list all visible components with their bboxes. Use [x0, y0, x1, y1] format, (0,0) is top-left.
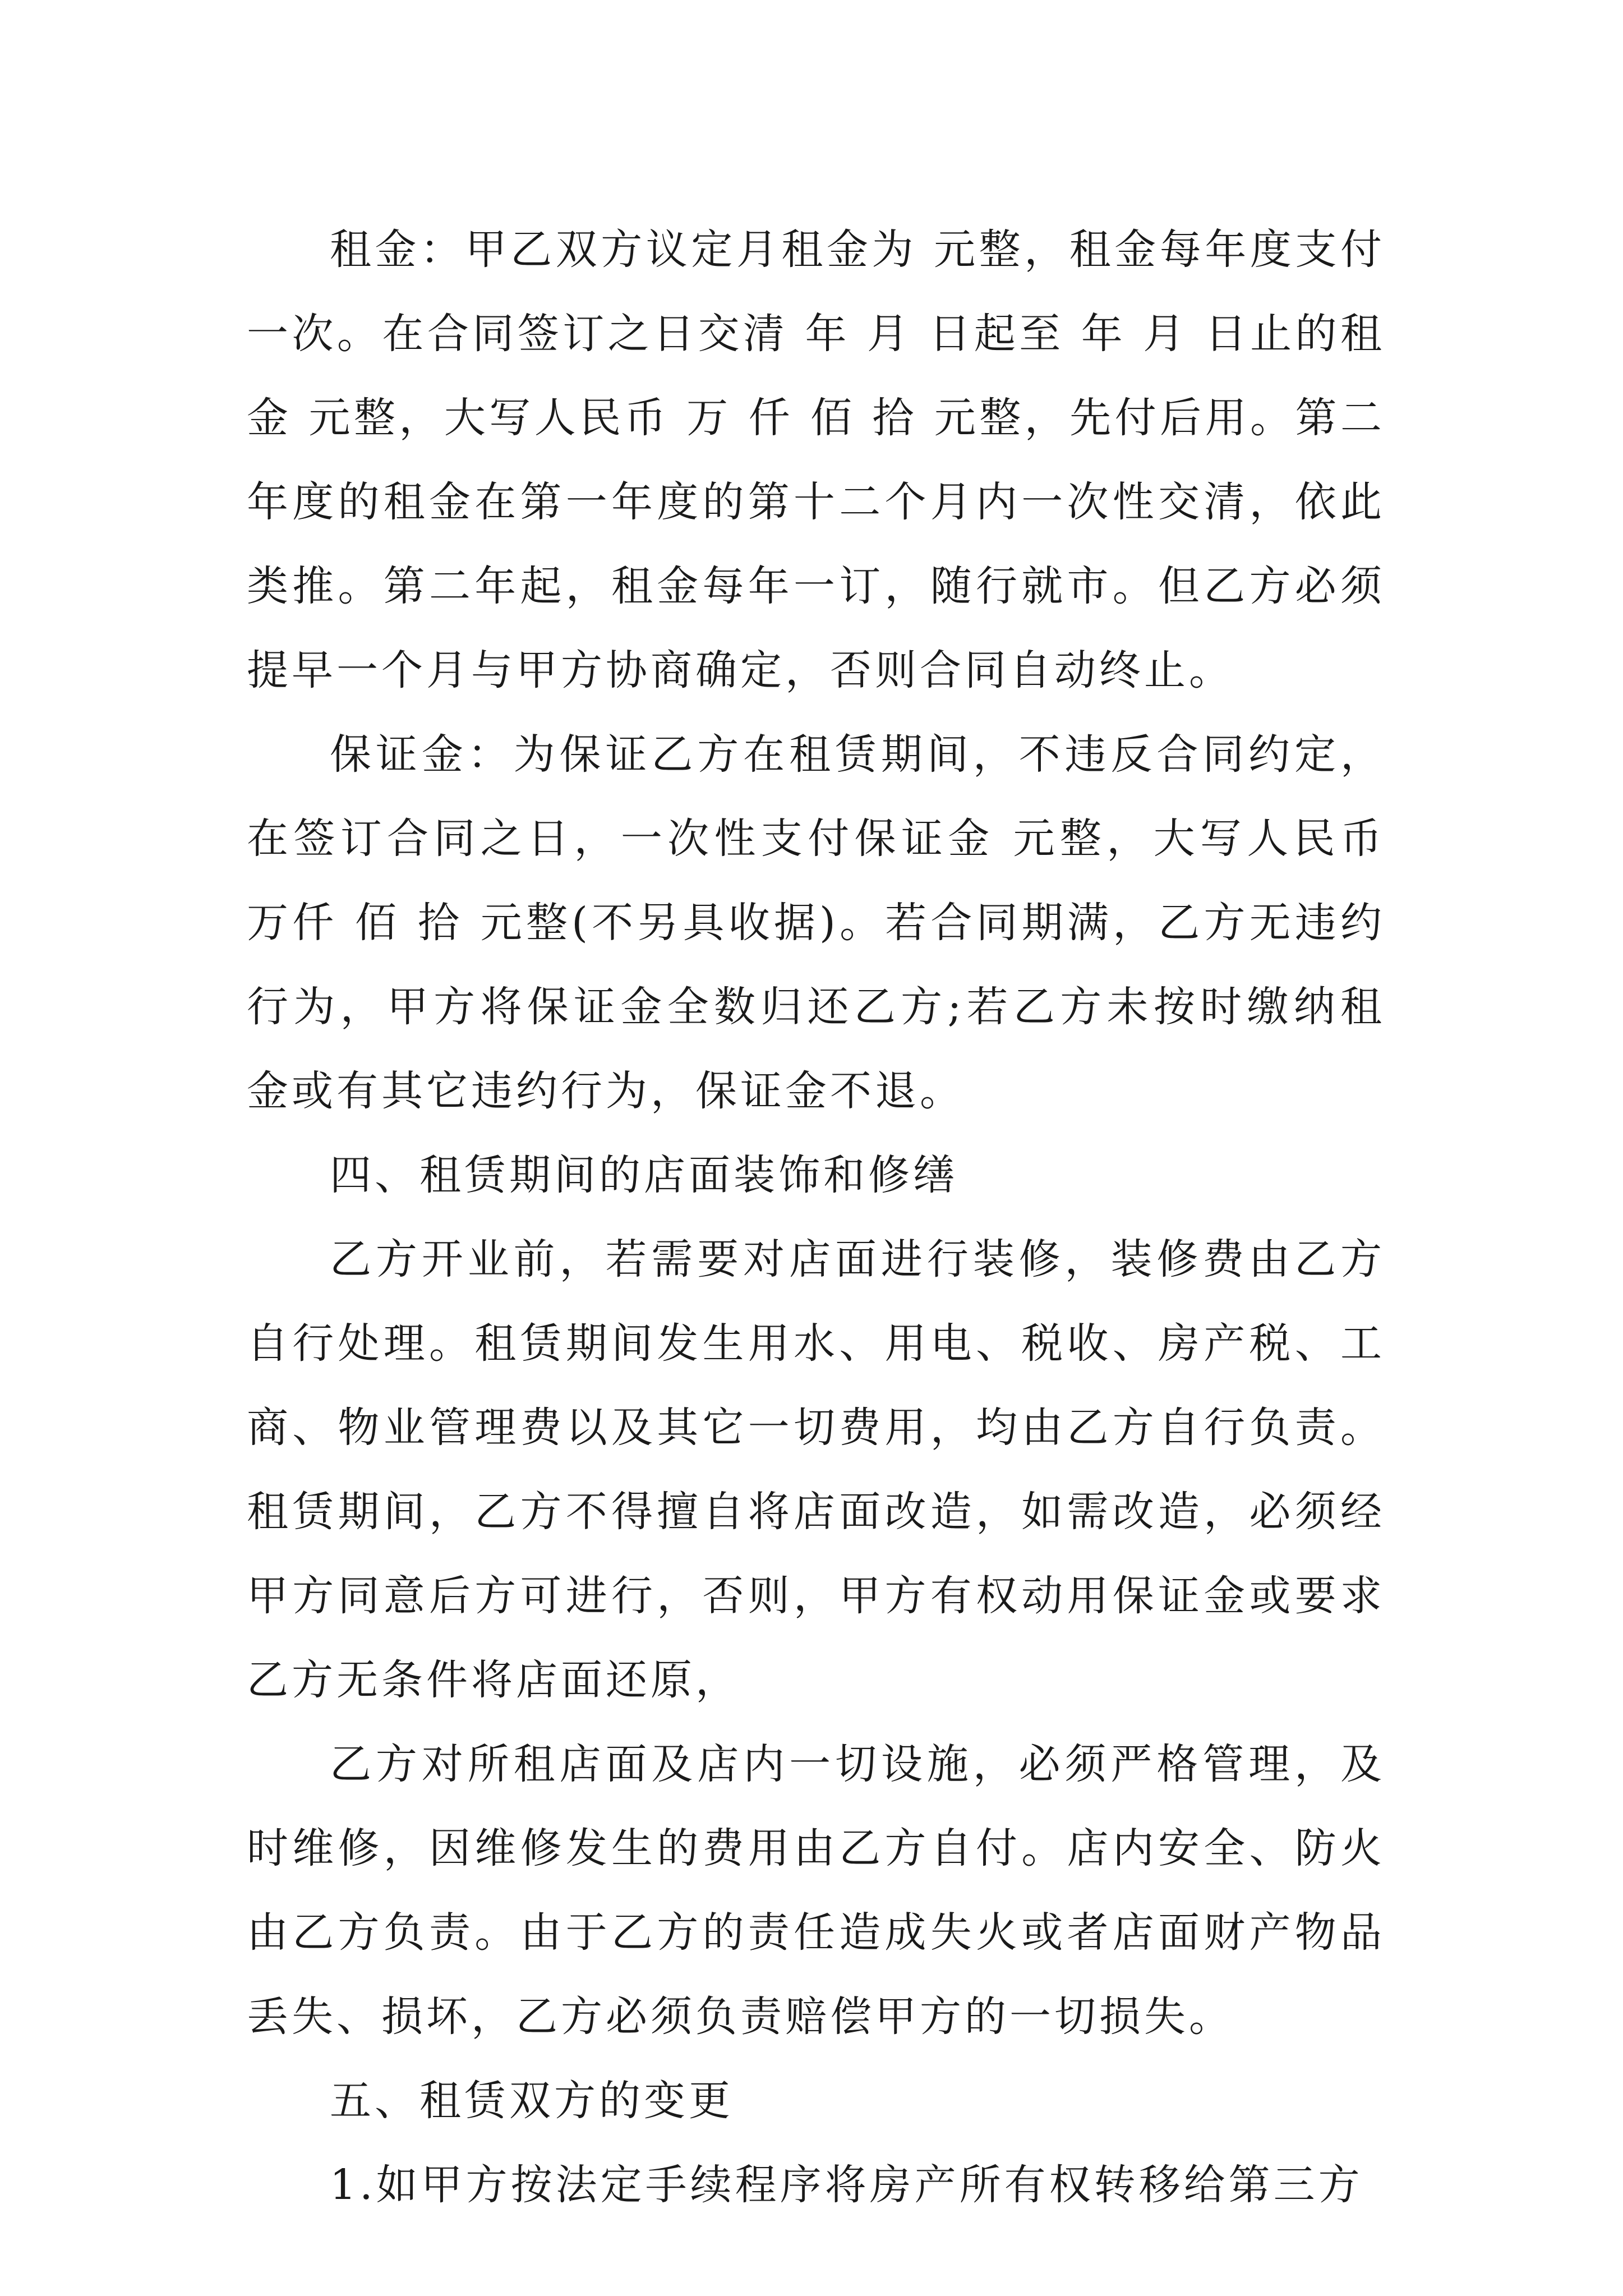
section-heading-changes: 五、租赁双方的变更 [330, 2077, 734, 2125]
document-body [247, 208, 1385, 2227]
section-heading-decoration: 四、租赁期间的店面装饰和修缮 [330, 1151, 958, 1199]
paragraph-maintenance: 乙方对所租店面及店内一切设施，必须严格管理，及时维修，因维修发生的费用由乙方自付。店内安全、防火由乙方负责。由于乙方的责任造成失火或者店面财产物品丢失、损坏，乙方必须负责赔偿甲方的一切损失。 [247, 1740, 1385, 2041]
paragraph-ownership-transfer: 1.如甲方按法定手续程序将房产所有权转移给第三方 [330, 2161, 1363, 2209]
paragraph-deposit: 保证金：为保证乙方在租赁期间，不违反合同约定，在签订合同之日，一次性支付保证金 元整，大写人民币 万仟 佰 拾 元整(不另具收据)。若合同期满，乙方无违约行为，甲方将保证金全数归还乙方;若乙方未按时缴纳租金或有其它违约行为，保证金不退。 [247, 730, 1385, 1115]
paragraph-renovation: 乙方开业前，若需要对店面进行装修，装修费由乙方自行处理。租赁期间发生用水、用电、税收、房产税、工商、物业管理费以及其它一切费用，均由乙方自行负责。租赁期间，乙方不得擅自将店面改造，如需改造，必须经甲方同意后方可进行，否则，甲方有权动用保证金或要求乙方无条件将店面还原， [247, 1235, 1385, 1704]
paragraph-rent: 租金：甲乙双方议定月租金为 元整，租金每年度支付一次。在合同签订之日交清 年 月 日起至 年 月 日止的租金 元整，大写人民币 万 仟 佰 拾 元整，先付后用。第二年度的租金在第一年度的第十二个月内一次性交清，依此类推。第二年起，租金每年一订，随行就市。但乙方必须提早一个月与甲方协商确定，否则合同自动终止。 [247, 226, 1385, 694]
